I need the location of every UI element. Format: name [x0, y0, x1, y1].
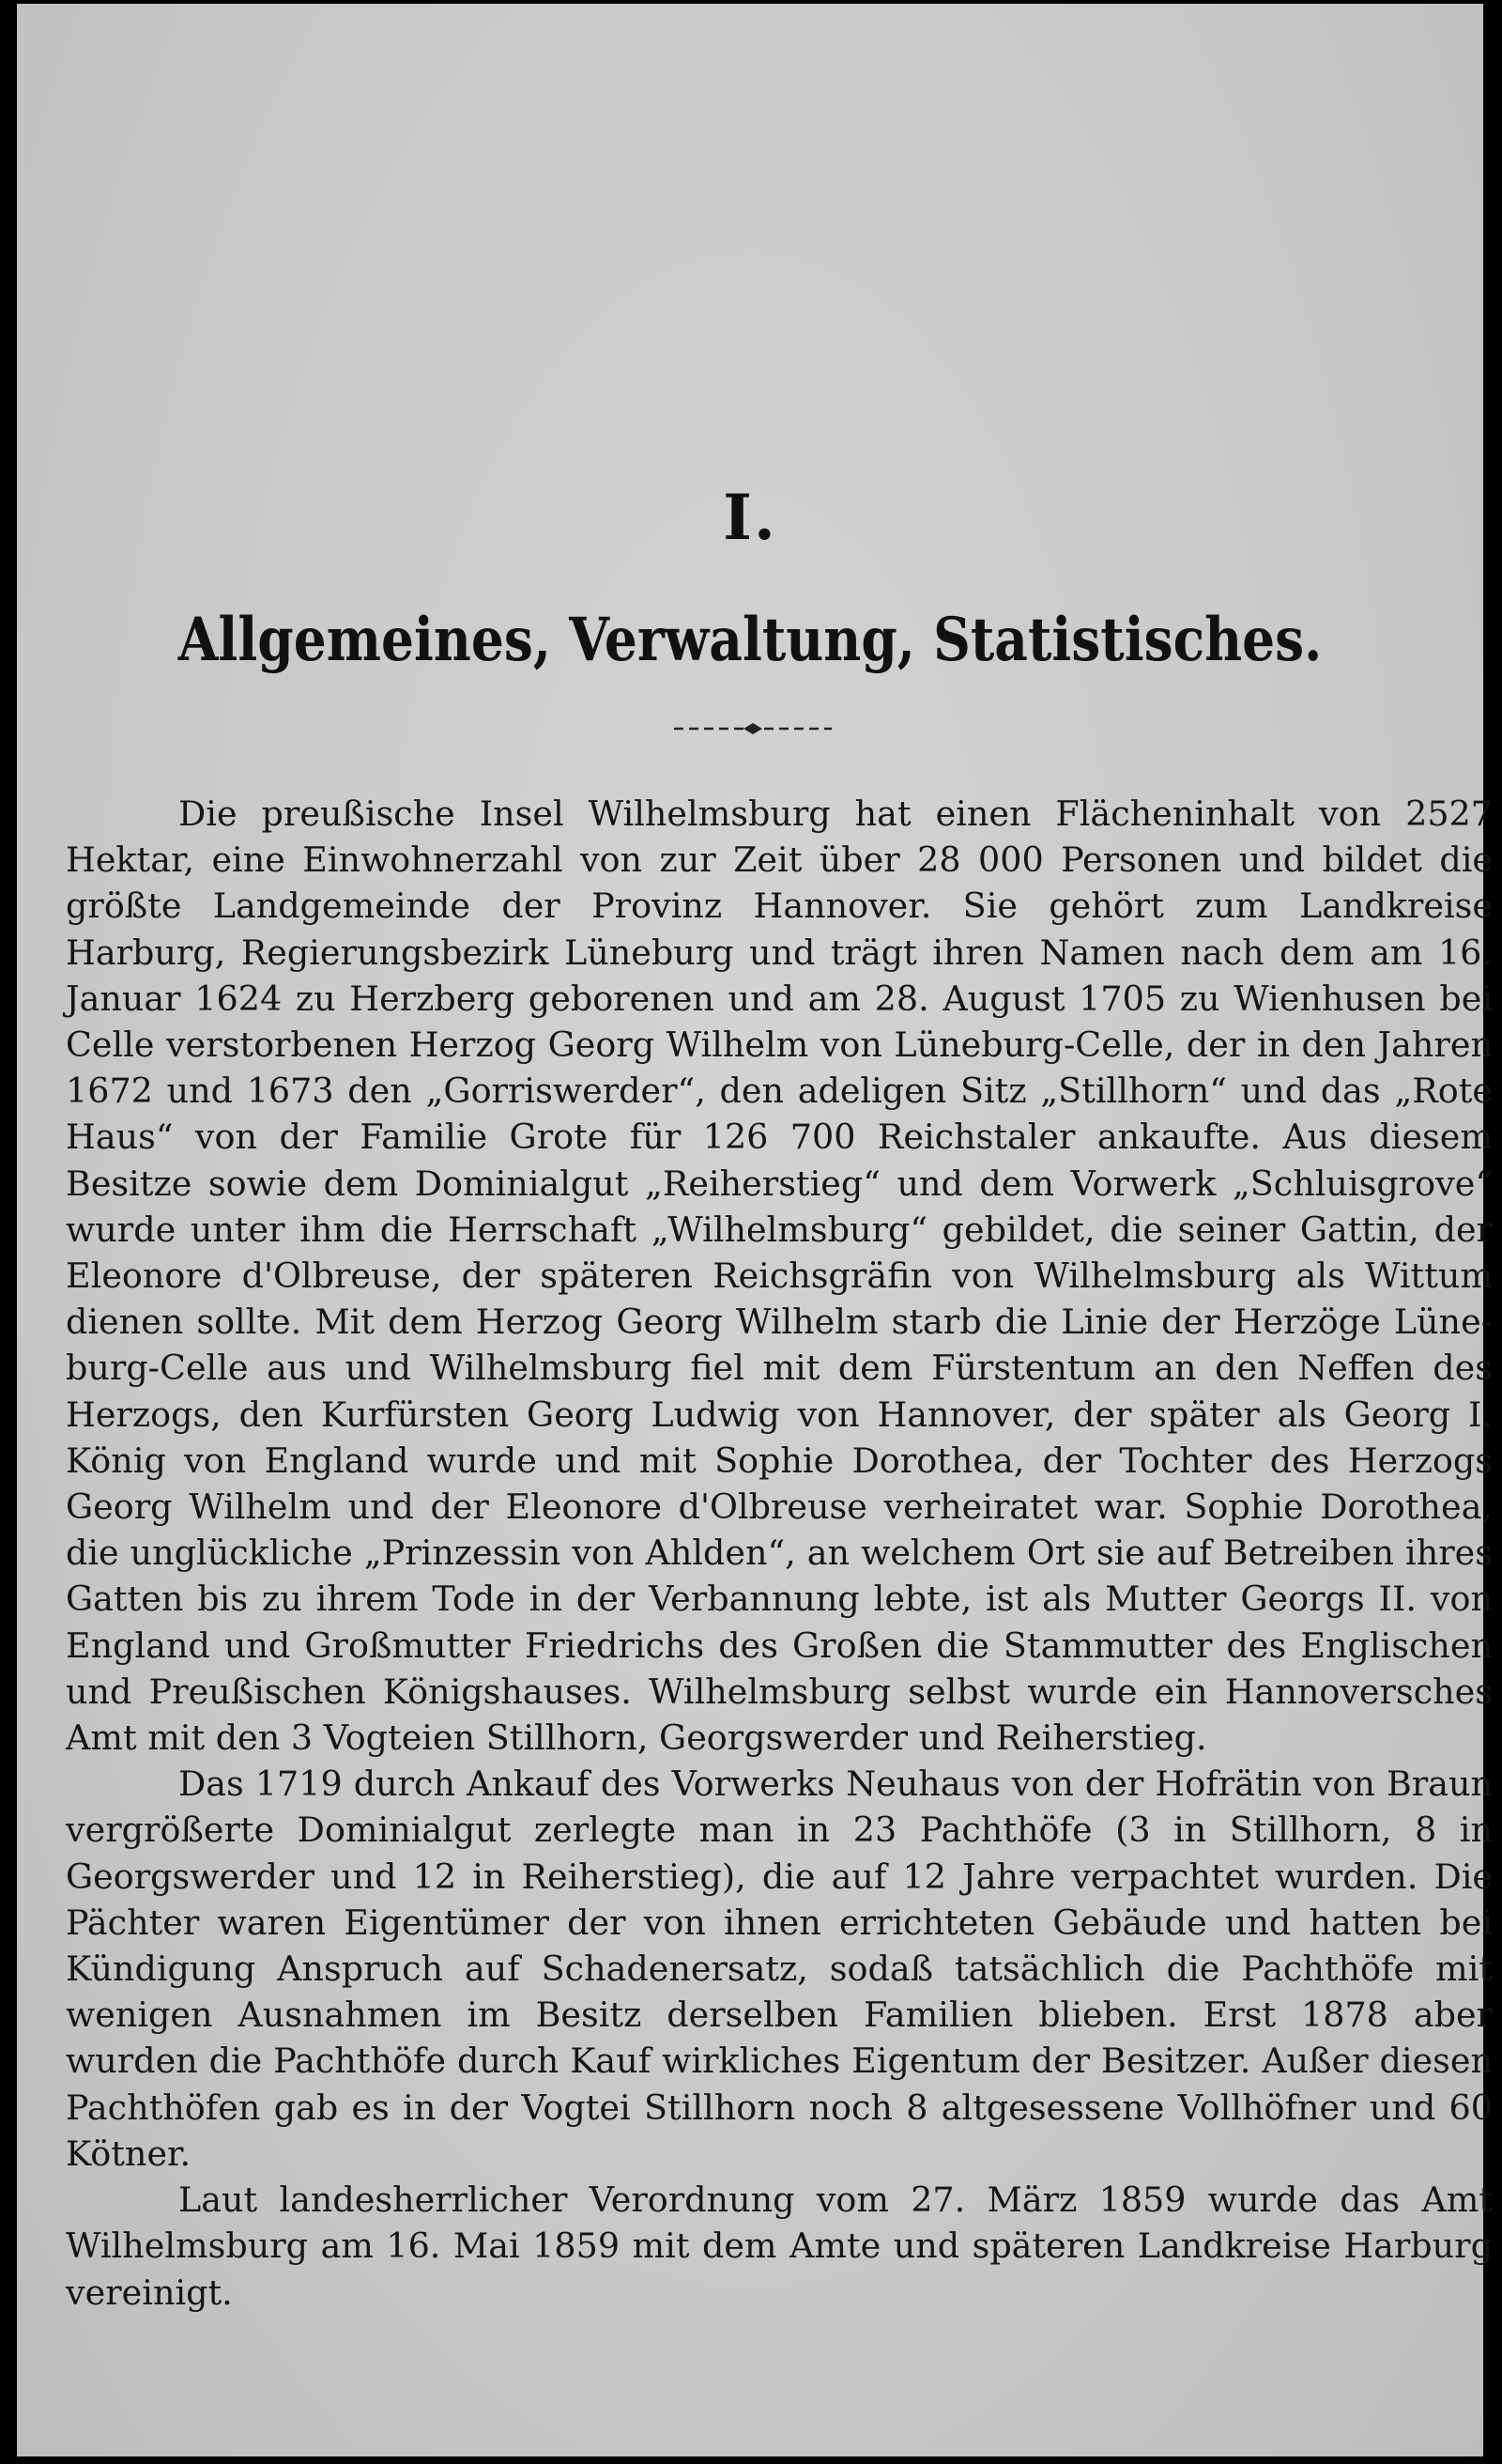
paragraph-1: Die preußische Insel Wilhelmsburg hat einen Flächeninhalt von 2527 Hektar, eine Einwohnerzahl von zur Zeit über 28 000 Personen und bildet die größte Landgemeinde der Provinz Hannover. Sie gehört zum Landkreise Harburg, Regierungsbezirk Lüneburg und trägt ihren Namen nach dem am 16. Januar 1624 zu Herzberg geborenen und am 28. August 1705 zu Wienhusen bei Celle verstorbenen Herzog Georg Wilhelm von Lüneburg-Celle, der in den Jahren 1672 und 1673 den „Gorriswerder“, den adeligen Sitz „Stillhorn“ und das „Rote Haus“ von der Familie Grote für 126 700 Reichstaler ankaufte. Aus diesem Besitze sowie dem Dominialgut „Reiherstieg“ und dem Vorwerk „Schluisgrove“ wurde unter ihm die Herrschaft „Wilhelmsburg“ gebildet, die seiner Gattin, der Eleonore d'Olbreuse, der späteren Reichsgräfin von Wilhelmsburg als Wittum dienen sollte. Mit dem Herzog Georg Wilhelm starb die Linie der Herzöge Lüne-burg-Celle aus und Wilhelmsburg fiel mit dem Fürstentum an den Neffen des Herzogs, den Kurfürsten Georg Ludwig von Hannover, der später als Georg I. König von England wurde und mit Sophie Dorothea, der Tochter des Herzogs Georg Wilhelm und der Eleonore d'Olbreuse verheiratet war. Sophie Dorothea, die unglückliche „Prinzessin von Ahlden“, an welchem Ort sie auf Betreiben ihres Gatten bis zu ihrem Tode in der Verbannung lebte, ist als Mutter Georgs II. von England und Großmutter Friedrichs des Großen die Stammutter des Englischen und Preußischen Königshauses. Wilhelmsburg selbst wurde ein Hannoversches Amt mit den 3 Vogteien Stillhorn, Georgswerder und Reiherstieg. — [66, 793, 1493, 1759]
paragraph-3: Laut landesherrlicher Verordnung vom 27. März 1859 wurde das Amt Wilhelmsburg am 16. Mai 1859 mit dem Amte und späteren Landkreise Harburg vereinigt. — [66, 2179, 1493, 2313]
chapter-title: Allgemeines, Verwaltung, Statistisches. — [177, 605, 1323, 675]
book-page — [17, 4, 1493, 2456]
chapter-number: I. — [723, 481, 777, 554]
body-text — [66, 791, 1493, 2316]
paragraph-2: Das 1719 durch Ankauf des Vorwerks Neuhaus von der Hofrätin von Braun vergrößerte Dominialgut zerlegte man in 23 Pachthöfe (3 in Stillhorn, 8 in Georgswerder und 12 in Reiherstieg), die auf 12 Jahre verpachtet wurden. Die Pächter waren Eigentümer der von ihnen errichteten Gebäude und hatten bei Kündigung Anspruch auf Schadenersatz, sodaß tatsächlich die Pachthöfe mit wenigen Ausnahmen im Besitz derselben Familien blieben. Erst 1878 aber wurden die Pachthöfe durch Kauf wirkliches Eigentum der Besitzer. Außer diesen Pachthöfen gab es in der Vogtei Stillhorn noch 8 altgesessene Vollhöfner und 60 Kötner. — [66, 1763, 1493, 2174]
ornament-divider — [674, 720, 832, 737]
